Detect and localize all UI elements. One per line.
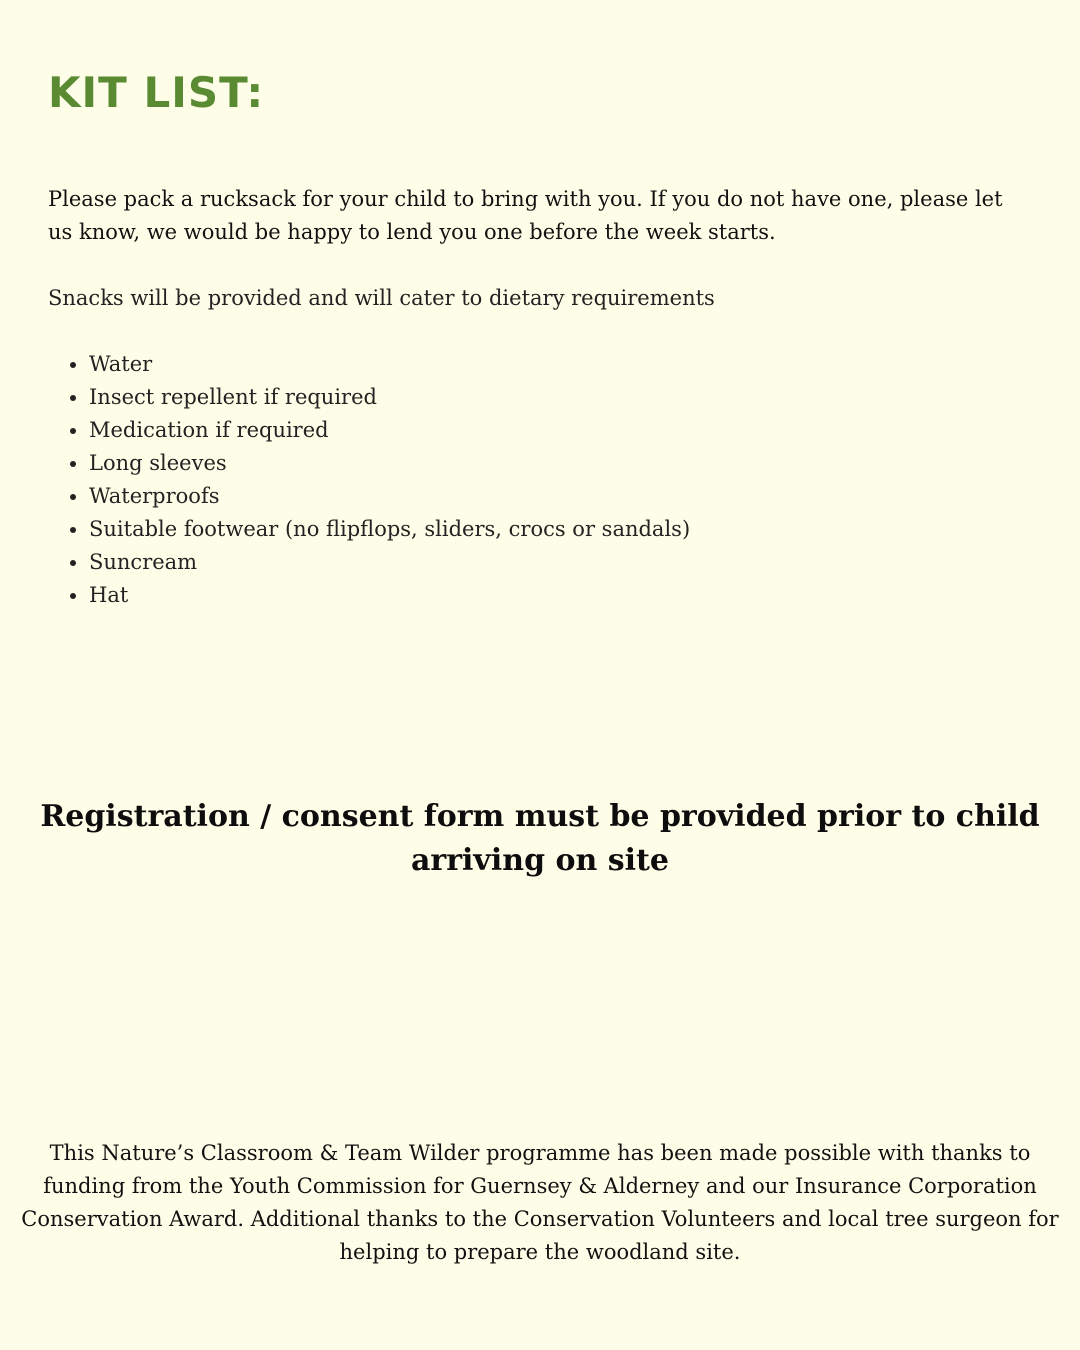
page-title: KIT LIST: [48, 68, 265, 117]
kit-list-item: • Suncream [89, 546, 690, 579]
kit-list-item: • Hat [89, 579, 690, 612]
kit-list-item: • Medication if required [89, 414, 690, 447]
kit-list [48, 348, 690, 612]
intro-paragraph: Please pack a rucksack for your child to bring with you. If you do not have one, please let us know, we would be happy to lend you one before the week starts. [48, 187, 1003, 244]
kit-list-item: • Water [89, 348, 690, 381]
kit-list-item: • Long sleeves [89, 447, 690, 480]
kit-list-item: • Waterproofs [89, 480, 690, 513]
kit-list-item: • Insect repellent if required [89, 381, 690, 414]
snacks-note: Snacks will be provided and will cater to dietary requirements [48, 286, 715, 310]
kit-list-item: • Suitable footwear (no flipflops, sliders, crocs or sandals) [89, 513, 690, 546]
registration-notice: Registration / consent form must be provided prior to child arriving on site [40, 799, 1040, 878]
acknowledgements: This Nature’s Classroom & Team Wilder programme has been made possible with thanks to funding from the Youth Commission for Guernsey & Alderney and our Insurance Corporation Conservation Award. Additional thanks to the Conservation Volunteers and local tree surgeon for helping to prepare the woodland site. [21, 1141, 1059, 1264]
